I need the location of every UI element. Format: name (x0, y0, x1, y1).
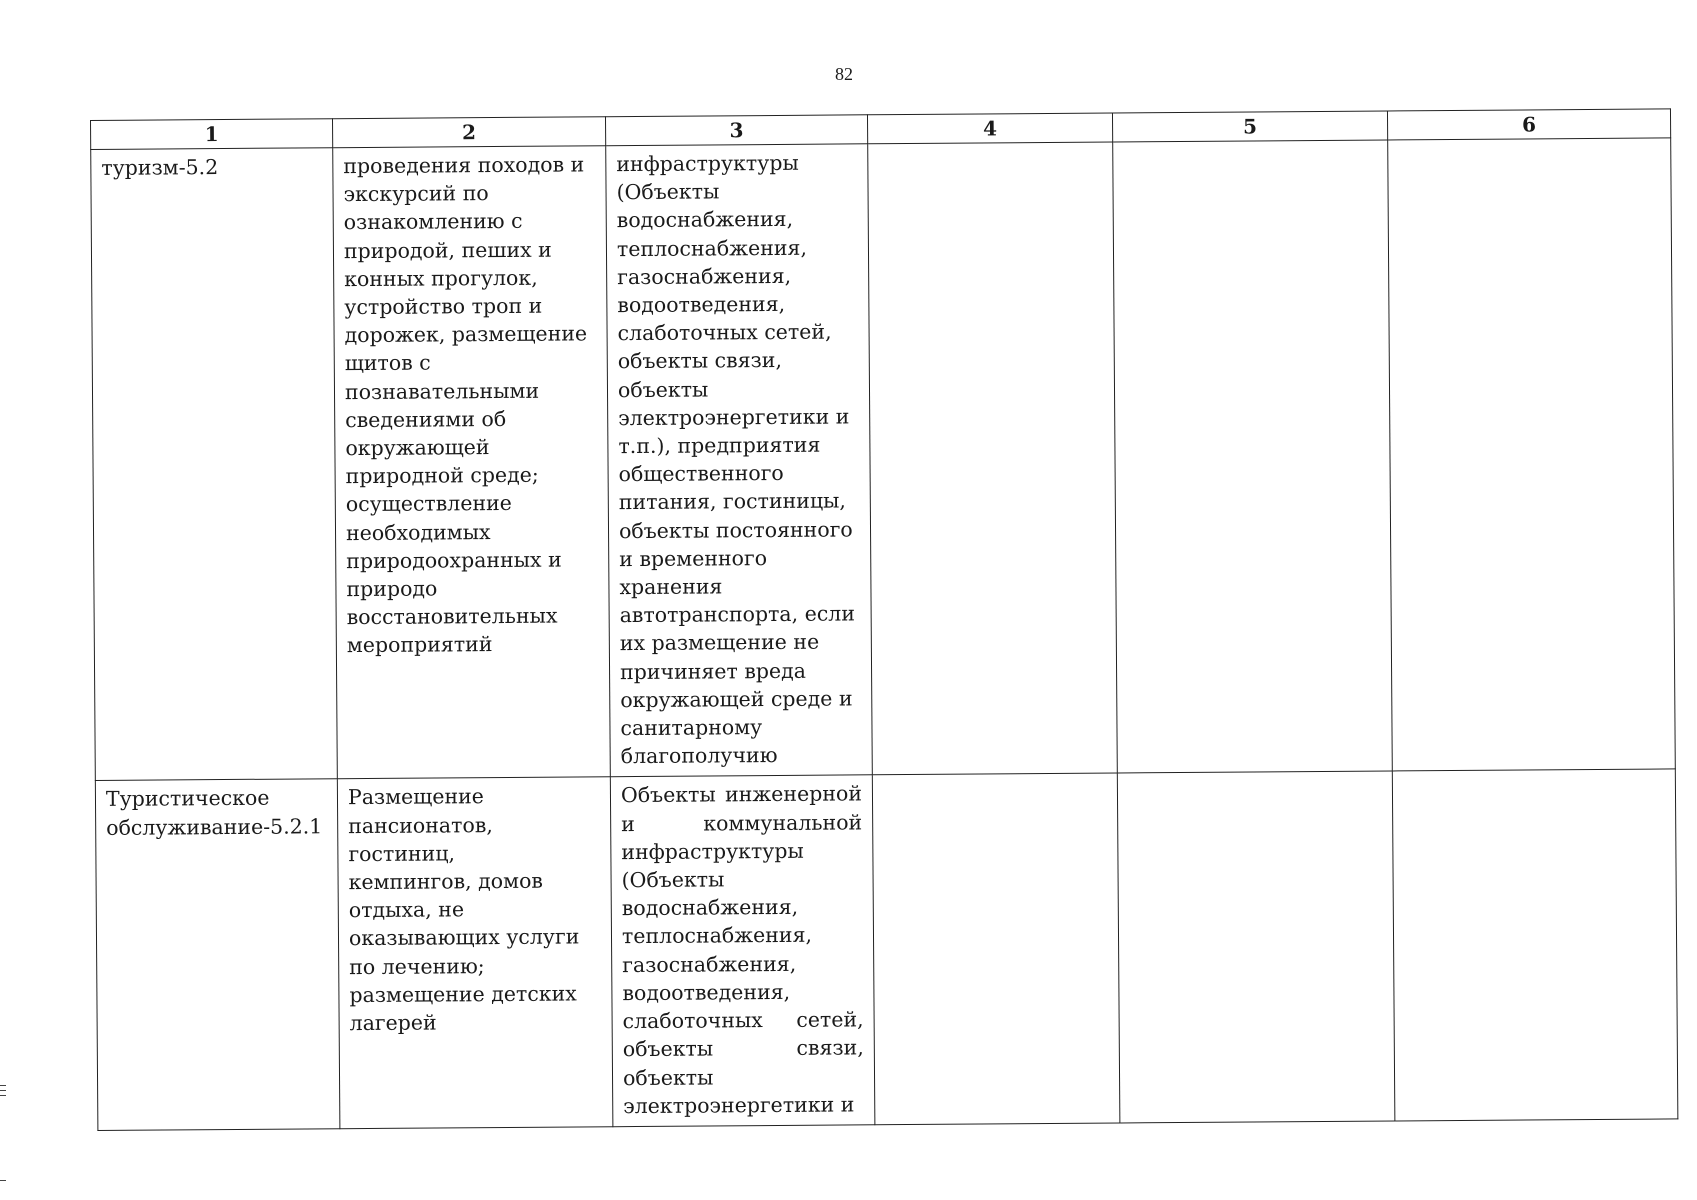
cell-text: Объекты инженерной и коммунальной инфраструктуры (Объекты водоснабжения, теплоснабжения, газоснабжения, водоотведения, слаботочных сетей, объекты связи, объекты электроэнергетики и (620, 781, 864, 1118)
cell-text (883, 778, 1107, 780)
scan-margin-mark (0, 1090, 6, 1091)
column-header-5: 5 (1112, 111, 1387, 142)
table-cell (606, 144, 873, 777)
cell-text: инфраструктуры (Объекты водоснабжения, теплоснабжения, газоснабжения, водоотведения, слаботочных сетей, объекты связи, объекты электроэнергетики и т.п.), предприятия общественного питания, гостиницы, объекты постоянного и временного хранения автотранспорта, если их размещение не причиняет вреда окружающей среде и санитарному благополучию (616, 150, 856, 769)
scan-margin-mark (0, 1180, 6, 1181)
table-cell (1388, 138, 1676, 772)
scan-margin-mark (0, 1085, 6, 1086)
cell-text: Туристическое обслуживание-5.2.1 (105, 786, 323, 840)
scan-margin-mark (0, 1095, 6, 1096)
cell-text: Размещение пансионатов, гостиниц, кемпингов, домов отдыха, не оказывающих услуги по лечению; размещение детских лагерей (347, 784, 580, 1036)
cell-text (1123, 145, 1377, 147)
table-cell (337, 777, 613, 1128)
table-cell (1113, 140, 1393, 773)
table-cell (868, 142, 1118, 775)
column-header-2: 2 (332, 117, 605, 148)
table-cell (1117, 771, 1395, 1122)
data-table (90, 108, 1678, 1130)
column-header-6: 6 (1387, 109, 1670, 140)
table-cell (95, 779, 340, 1130)
cell-text (878, 147, 1102, 149)
column-header-3: 3 (605, 115, 867, 146)
table-row (91, 138, 1676, 781)
table-cell (872, 773, 1120, 1124)
table-cell (333, 146, 611, 779)
table-cell (610, 775, 875, 1126)
table-container (90, 108, 1677, 1130)
cell-text (1398, 142, 1660, 144)
table-row (95, 769, 1678, 1130)
table-cell (91, 148, 338, 781)
cell-text: проведения походов и экскурсий по ознакомлению с природой, пеших и конных прогулок, устройство троп и дорожек, размещение щитов с познавательными сведениями об окружающей природной среде; осуществление необходимых природоохранных и природо восстановительных мероприятий (343, 152, 588, 658)
cell-text (1128, 776, 1382, 778)
cell-text: туризм-5.2 (101, 155, 219, 180)
column-header-4: 4 (867, 113, 1112, 144)
column-header-1: 1 (91, 119, 333, 150)
page-number: 82 (835, 64, 853, 84)
cell-text (1403, 774, 1665, 776)
table-cell (1392, 769, 1678, 1121)
